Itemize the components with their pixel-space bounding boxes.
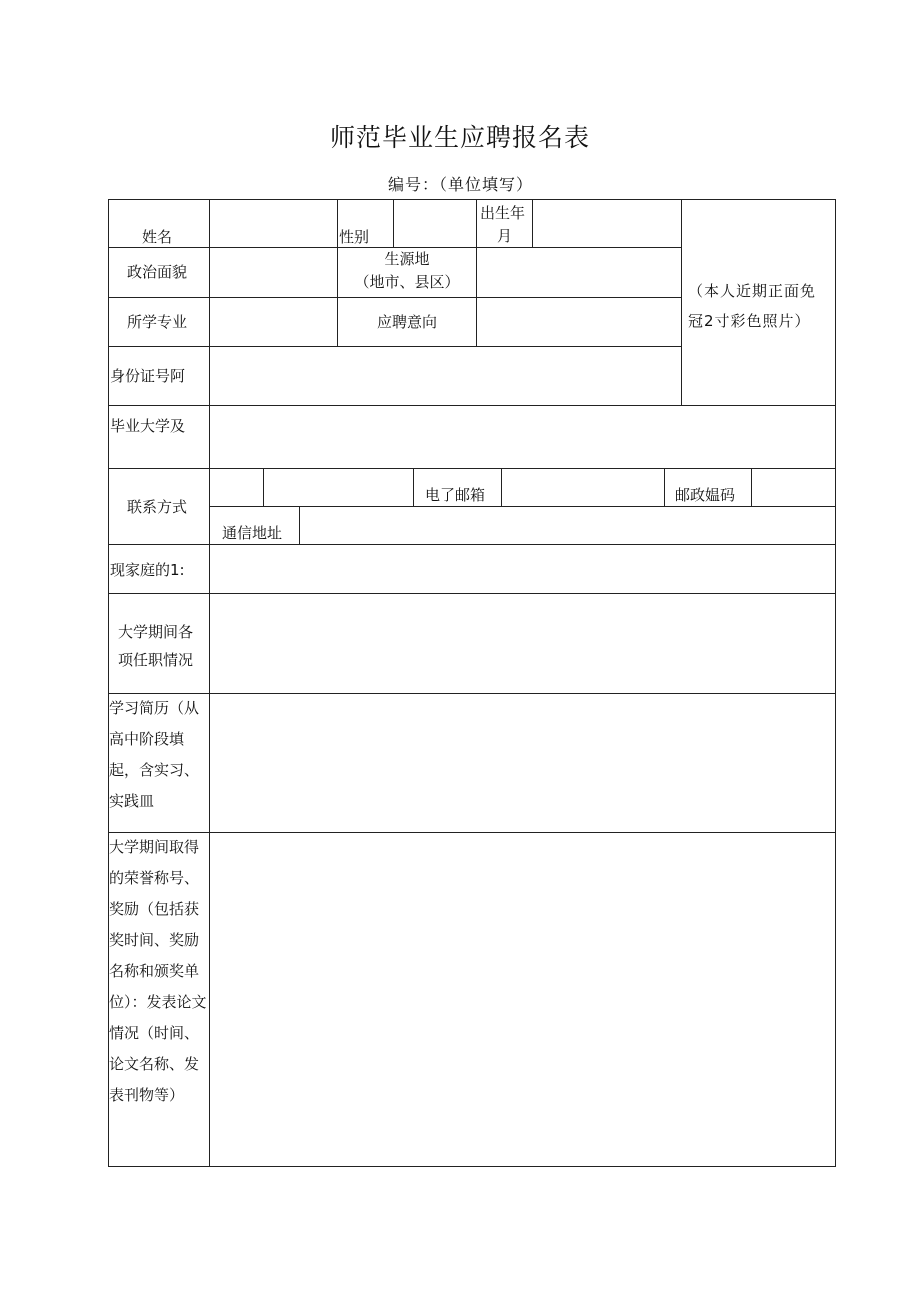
duties-label-line2: 项任职情况 bbox=[118, 651, 194, 669]
birth-label-line1: 出生年 bbox=[480, 204, 526, 222]
name-label: 姓名 bbox=[142, 228, 173, 246]
major-field[interactable] bbox=[210, 298, 337, 346]
border-right bbox=[835, 199, 836, 1167]
study-history-label: 学习简历（从高中阶段填起，含实习、实践皿 bbox=[109, 699, 200, 810]
origin-label-line1: 生源地 bbox=[384, 250, 430, 268]
honors-field[interactable] bbox=[210, 833, 835, 1166]
origin-label-line2: （地市、县区） bbox=[354, 273, 460, 291]
major-label: 所学专业 bbox=[127, 313, 188, 331]
email-label: 电了邮箱 bbox=[425, 486, 486, 504]
photo-note-line2: 冠2寸彩色照片） bbox=[688, 312, 811, 330]
postcode-label: 邮政媪码 bbox=[675, 486, 736, 504]
address-field[interactable] bbox=[300, 507, 835, 544]
position-label: 应聘意向 bbox=[376, 313, 437, 331]
photo-area[interactable] bbox=[682, 200, 835, 405]
political-label: 政治面貌 bbox=[127, 263, 188, 281]
university-label: 毕业大学及 bbox=[110, 417, 186, 435]
postcode-field[interactable] bbox=[752, 469, 835, 506]
honors-label: 大学期间取得的荣誉称号、奖励（包括获奖时间、奖励名称和颁奖单位）：发表论文情况（时间、论文名称、发表刊物等） bbox=[109, 838, 207, 1104]
photo-note-line1: （本人近期正面免 bbox=[688, 282, 817, 300]
political-field[interactable] bbox=[210, 248, 337, 297]
name-field[interactable] bbox=[210, 200, 337, 247]
household-label: 现家庭的1: bbox=[110, 561, 185, 579]
gender-label: 性别 bbox=[339, 228, 370, 246]
gender-field[interactable] bbox=[394, 200, 476, 247]
border-bottom bbox=[108, 1166, 836, 1167]
serial-number-label: 编号：（单位填写） bbox=[388, 175, 534, 194]
contact-field-b[interactable] bbox=[264, 469, 413, 506]
id-number-label: 身份证号阿 bbox=[110, 367, 186, 385]
birth-field[interactable] bbox=[533, 200, 681, 247]
form-title: 师范毕业生应聘报名表 bbox=[329, 123, 590, 152]
household-field[interactable] bbox=[210, 545, 835, 593]
col-line-contact-b bbox=[413, 468, 414, 507]
duties-label-line1: 大学期间各 bbox=[118, 623, 194, 641]
origin-field[interactable] bbox=[477, 248, 681, 297]
university-field[interactable] bbox=[210, 406, 835, 468]
study-history-field[interactable] bbox=[210, 694, 835, 832]
birth-label-line2: 月 bbox=[497, 227, 513, 245]
contact-label: 联系方式 bbox=[127, 498, 188, 516]
id-number-field[interactable] bbox=[210, 347, 681, 405]
col-line-postcode bbox=[664, 468, 665, 507]
contact-field-a[interactable] bbox=[210, 469, 263, 506]
position-field[interactable] bbox=[477, 298, 681, 346]
address-label: 通信地址 bbox=[222, 524, 283, 542]
duties-field[interactable] bbox=[210, 594, 835, 693]
email-field[interactable] bbox=[502, 469, 664, 506]
